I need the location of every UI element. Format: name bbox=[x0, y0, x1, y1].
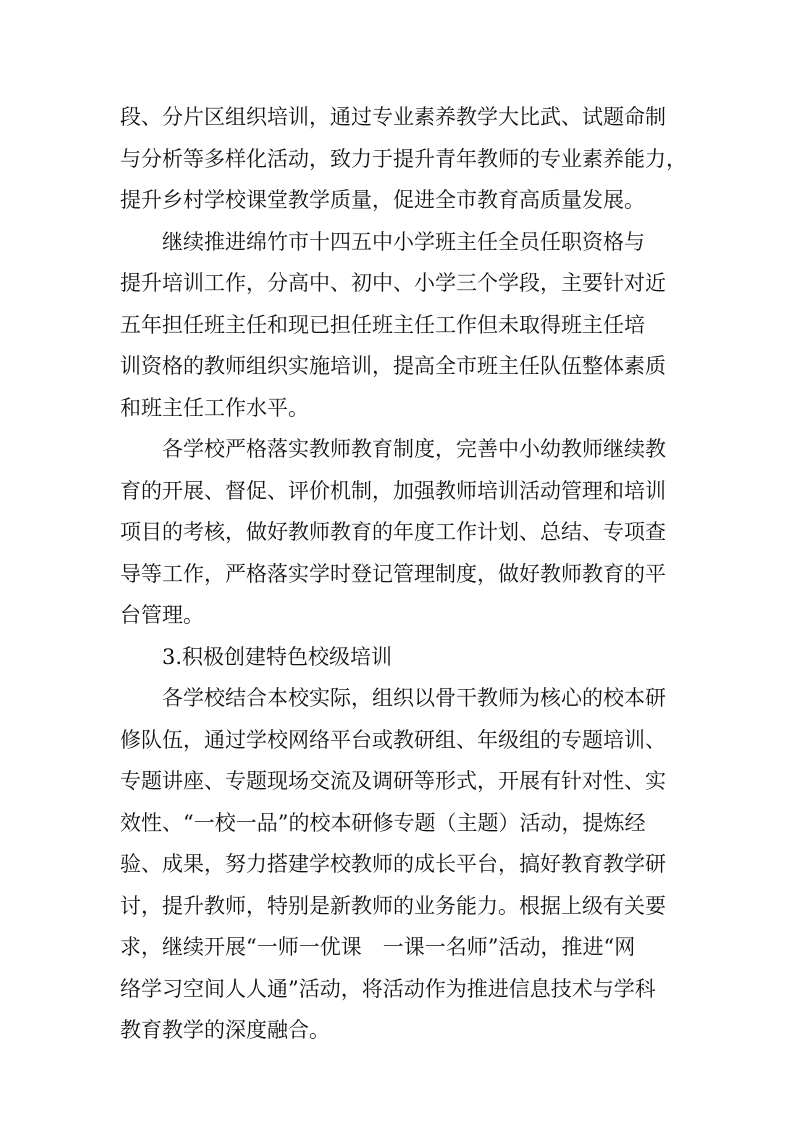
text-line: 效性、“一校一品”的校本研修专题（主题）活动，提炼经 bbox=[120, 810, 646, 835]
paragraph-first-line: 继续推进绵竹市十四五中小学班主任全员任职资格与 bbox=[162, 229, 645, 254]
text-line: 修队伍，通过学校网络平台或教研组、年级组的专题培训、 bbox=[120, 727, 666, 752]
section-heading: 3.积极创建特色校级培训 bbox=[162, 644, 393, 669]
text-line: 导等工作，严格落实学时登记管理制度，做好教师教育的平 bbox=[120, 561, 666, 586]
text-line: 讨，提升教师，特别是新教师的业务能力。根据上级有关要 bbox=[120, 893, 666, 918]
text-line: 育的开展、督促、评价机制，加强教师培训活动管理和培训 bbox=[120, 478, 666, 503]
text-line: 训资格的教师组织实施培训，提高全市班主任队伍整体素质 bbox=[120, 354, 666, 378]
text-line: 求，继续开展“一师一优课 一课一名师”活动，推进“网 bbox=[120, 935, 636, 959]
text-line: 五年担任班主任和现已担任班主任工作但未取得班主任培 bbox=[120, 312, 645, 337]
paragraph-first-line: 各学校结合本校实际，组织以骨干教师为核心的校本研 bbox=[162, 686, 666, 710]
paragraph-first-line: 各学校严格落实教师教育制度，完善中小幼教师继续教 bbox=[162, 437, 666, 461]
text-line: 验、成果，努力搭建学校教师的成长平台，搞好教育教学研 bbox=[120, 852, 666, 876]
text-line: 提升乡村学校课堂教学质量，促进全市教育高质量发展。 bbox=[120, 188, 645, 212]
text-line: 段、分片区组织培训，通过专业素养教学大比武、试题命制 bbox=[120, 105, 666, 129]
text-line: 与分析等多样化活动，致力于提升青年教师的专业素养能力， bbox=[120, 146, 687, 171]
text-line: 提升培训工作，分高中、初中、小学三个学段，主要针对近 bbox=[120, 271, 666, 295]
text-line: 和班主任工作水平。 bbox=[120, 395, 309, 420]
text-line: 项目的考核，做好教师教育的年度工作计划、总结、专项查 bbox=[120, 520, 666, 544]
document-body bbox=[120, 97, 690, 1052]
text-line: 教育教学的深度融合。 bbox=[120, 1018, 330, 1042]
text-line: 专题讲座、专题现场交流及调研等形式，开展有针对性、实 bbox=[120, 769, 666, 793]
text-line: 台管理。 bbox=[120, 603, 204, 627]
text-line: 络学习空间人人通”活动，将活动作为推进信息技术与学科 bbox=[120, 976, 656, 1001]
